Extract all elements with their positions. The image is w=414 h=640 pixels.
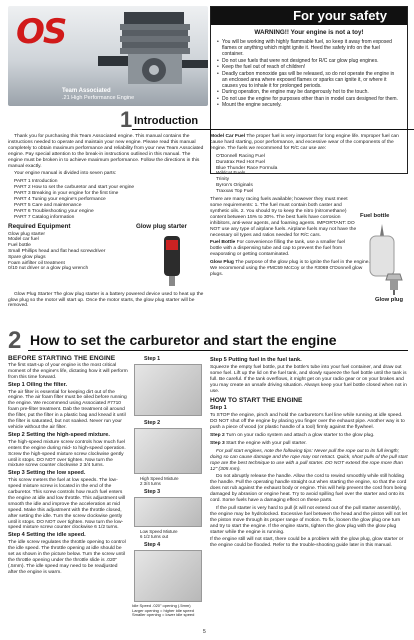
list-item: PART 5 Care and maintenance <box>14 202 82 208</box>
list-item: • Do not use fuels that were not designed for R/C car glow plug engines. <box>217 58 401 64</box>
glow-plug-heading: Glow Plug <box>210 260 234 266</box>
page-number: 5 <box>203 629 206 635</box>
list-item: • During operation, the engine may be dangerously hot to the touch. <box>217 89 401 95</box>
section-title: Introduction <box>134 115 199 127</box>
how-to-start-heading: HOW TO START THE ENGINE <box>210 397 303 405</box>
divider <box>132 129 414 130</box>
intro-left-column <box>8 134 204 311</box>
start-step-2-heading: Step 2 <box>210 432 225 438</box>
rewind-note: Do not abruptly release the handle. Allow the cord to rewind smoothly while still holding the handle. Pull the operating handle straight out when starting the engine, so that the cord does not rub against the exhaust body or engine. This will help prevent the cord from being damaged by abrasion or engine heat. Try to avoid spilling fuel over the starter and onto its cord. Some fuels have a damaging effect on these parts. <box>210 474 407 504</box>
carb-left-column <box>8 356 128 578</box>
list-item: PART 6 Troubleshooting your engine <box>14 208 94 214</box>
high-speed-caption: High Speed Mixture 2 3/4 turns <box>140 476 179 486</box>
list-item: Fuel bottle <box>8 243 31 249</box>
section-title: How to set the carburetor and start the engine <box>30 332 337 348</box>
start-step-1-heading: Step 1 <box>210 405 227 412</box>
step-text: The air filter is essential for keeping dirt out of the engine. The air foam filter must be oiled before running the engine. We recommend using Associated #7710 foam pre-filter treatment. Dab the treatment oil around the filter, put the filter in a plastic bag and knead it until the filter is saturated, but not soaked. Never run your vehicle without the air filter. <box>8 389 127 430</box>
list-item: Byron's Originals <box>216 183 253 189</box>
step-heading: Step 1 Oiling the filter. <box>8 381 68 388</box>
pull-start-note: For pull start engines, note the following tips: Never pull the rope out to its full length; doing so can cause damage and the rope may not retract. Quick, short pulls of the pull start rope are the best technique to use with a pull starter. DO NOT extend the rope more than 12" (305 mm). <box>210 448 408 472</box>
glow-starter-tip: Glow Plug Starter The glow plug starter is a battery powered device used to heat up the glow plug so the motor will start up. Once the motor starts, the glow plug starter will be removed. <box>8 291 204 309</box>
glow-plug-text: The purpose of the glow plug is to ignite the fuel in the engine. We recommend using the #MC59 McCoy or the #3069 O'Donnell glow plugs. <box>210 260 370 277</box>
step-text: This screw meters the fuel at low speeds. The low-speed mixture screw is located in the end of the carburetor. This screw controls how much fuel enters the engine at idle and low throttle. This adjustment will smooth the idle and improve the acceleration at mid speed. Make this adjustment with the throttle closed, after setting the idle. Turn the screw clockwise gently until it stops. DO NOT over tighten. Now turn the low-speed mixture screw counter clockwise 6 1/2 turns. <box>8 478 126 531</box>
no-start-note: If the engine still will not start, there could be a problem with the glow plug, glow starter or the engine could be flooded. Refer to the trouble-shooting guide later in this manual. <box>210 537 404 549</box>
list-item: • Do not use the engine for purposes other than in model cars designed for them. <box>217 96 401 102</box>
safety-warning: WARNING!! Your engine is not a toy! <box>254 29 364 36</box>
step-heading: Step 4 Setting the idle speed. <box>8 532 86 539</box>
figure-label: Step 4 <box>144 542 161 548</box>
start-step-2-text: Turn on your radio system and attach a glow starter to the glow plug. <box>225 432 375 438</box>
list-item: • Mount the engine securely. <box>217 102 401 108</box>
safety-title: For your safety <box>211 7 407 25</box>
divider <box>28 350 408 351</box>
glow-plug-image <box>382 272 406 296</box>
low-speed-caption: Low Speed Mixture 6 1/2 turns out <box>140 529 178 539</box>
step-1-image <box>134 364 202 416</box>
step-text: The high-speed mixture screw controls how much fuel enters the engine during mid- to high-speed operation. Screw the high-speed mixture screw clockwise gently until it stops. DO NOT over tighten. Now turn the mixture screw counter clockwise 2 3/4 turns. <box>8 439 126 469</box>
step5-heading: Step 5 Putting fuel in the fuel tank. <box>210 357 302 363</box>
list-item: • Keep the fuel out of reach of children! <box>217 64 401 70</box>
section-number: 1 <box>120 107 133 132</box>
list-item: • You will be working with highly flammable fuel, so keep it away from exposed flames or anything which might ignite it. Heed the safety info on the fuel container. <box>217 39 401 57</box>
list-item: PART 2 How to set the carburetor and start your engine <box>14 185 135 191</box>
fuel-bottle-image <box>364 222 400 278</box>
before-heading: BEFORE STARTING THE ENGINE <box>8 355 116 362</box>
fuel-bottle-heading: Fuel Bottle <box>210 240 236 246</box>
glow-plug-label: Glow plug <box>375 297 404 303</box>
glow-starter-image <box>148 232 198 288</box>
list-item: PART 7 Catalog information <box>14 214 75 220</box>
glow-starter-label: Glow plug starter <box>136 222 187 230</box>
figure-label: Step 1 <box>144 356 161 362</box>
fuel-bottle-text: For convenience filling the tank, use a smaller fuel bottle with a dispensing tube and cap to prevent the fuel from evaporating or getting contaminated. <box>210 240 346 258</box>
step-4-image <box>134 550 202 602</box>
fuel-text: The proper fuel is very important for long engine life. Improper fuel can cause hard starting, poor performance, and excessive wear of the components of the engine. The fuels we recommend for R/C car use are: <box>210 134 399 151</box>
list-item: Model car fuel <box>8 237 39 243</box>
team-line-2: .21 High Performance Engine <box>62 95 135 101</box>
carb-right-column <box>210 356 408 551</box>
fuel-heading: Model Car Fuel <box>210 134 246 139</box>
step-heading: Step 3 Setting the low speed. <box>8 470 86 477</box>
list-item: PART 3 Breaking in your engine for the first time <box>14 191 119 197</box>
list-item: Blue Thunder Race Formula <box>216 165 278 171</box>
list-item: Spare glow plugs <box>8 254 46 260</box>
before-text: The first start-up of your engine is the most critical moment of the engine's life, dictating how it will perform from this time forward. <box>8 362 128 380</box>
list-item: Duratrax Red Hot Fuel <box>216 159 265 165</box>
idle-speed-caption: Idle Speed .020" opening (.5mm) Larger opening = higher idle speed Smaller opening = lower idle speed <box>132 603 195 618</box>
required-heading: Required Equipment <box>8 222 71 230</box>
list-item: O'Donnell Racing Fuel <box>216 153 265 159</box>
list-item: Glow plug starter <box>8 231 45 237</box>
list-item: 0/10 nut driver or a glow plug wrench <box>8 266 89 272</box>
parts-list <box>8 179 204 220</box>
list-item: • Deadly carbon monoxide gas will be released, so do not operate the engine in an enclosed area where exposed flames or sparks can ignite it, or where it causes you to inhale it for prolonged periods. <box>217 71 401 89</box>
engine-hero-banner <box>8 6 208 106</box>
start-step-3-text: Start the engine with your pull starter. <box>226 440 307 446</box>
step-3-image <box>134 497 202 527</box>
intro-paragraph: Thank you for purchasing this Team Associated engine. This manual contains the instructions needed to operate and maintain your new engine. Please read this manual completely to obtain maximum performance and reliability from your new Team Associated engine. Pay special attention to the break-in instructions outlined in this manual. The engine must be broken in to achieve maximum performance. Follow the directions in this manual exactly. <box>8 134 204 169</box>
fuel-list <box>210 154 408 195</box>
parts-intro: Your engine manual is divided into seven parts: <box>14 171 117 177</box>
fuel-bottle-label: Fuel bottle <box>360 213 390 219</box>
figure-label: Step 2 <box>144 420 161 426</box>
safety-list <box>211 39 407 108</box>
carb-figures <box>130 356 206 628</box>
step-text: The idle screw regulates the throttle opening to control the idle speed. The throttle opening at idle should be set as shown in the picture below. Turn the screw until the throttle opening under the throttle slide is .020" (.5mm). The idle speed may need to be readjusted after the engine is warm. <box>8 540 126 575</box>
list-item: Foam airfilter oil treatment <box>8 260 65 266</box>
figure-label: Step 3 <box>144 489 161 495</box>
team-caption <box>62 88 134 102</box>
list-item: Small Phillips head and flat head screwdriver <box>8 248 106 254</box>
list-item: Trinity <box>216 177 230 183</box>
start-step-3-heading: Step 3 <box>210 440 225 446</box>
brand-logo: OS <box>16 12 66 52</box>
step-heading: Step 2 Setting the high-speed mixture. <box>8 431 110 438</box>
section-1-heading <box>8 109 208 131</box>
step5-text: Squeeze the empty fuel bottle, put the bottle's tube into your fuel container, and draw out some fuel. Lift up the lid on the fuel tank, and slowly squeeze the fuel bottle until the tank is full. Be careful. If the tank overflows, it might get on your radio gear or on your brakes and you may create an unsafe driving situation. Always keep your fuel bottle closed when not in use. <box>210 364 407 394</box>
start-step-1-text: To STOP the engine, pinch and hold the carburetor's fuel line while running at idle speed. DO NOT shut off the engine by placing you finger over the exhaust pipe. Another way is to push a piece of wood (or plastic handle of a tool) firmly against the flywheel. <box>210 413 405 431</box>
section-number: 2 <box>8 327 22 354</box>
team-line-1: Team Associated <box>62 88 111 94</box>
list-item: PART 4 Tuning your engine's performance <box>14 197 106 203</box>
hydrolock-note: If the pull starter is very hard to pull (it will not extend out of the pull starter assembly), the engine may be hydrolocked. Excessive fuel between the head and the piston will not let the piston move through its proper range of motion. To fix, loosen the glow plug one turn and try to start the engine. If the engine starts, tighten the glow plug with the glow plug starter while the engine is running. <box>210 505 408 535</box>
step-2-image <box>134 428 202 474</box>
list-item: Wildcat Fuels <box>216 171 246 177</box>
fuel-requirements: There are many racing fuels available; however they must meet some requirements: 1. The fuel must contain both caster and synthetic oils. 2. You should try to keep the nitro (nitromethane) content between 15% to 30%. The best fuels have corrosion inhibitors, anti-wear agents, and foaming agents. IMPORTANT: DO NOT use any type of airplane fuels. Airplane fuels may not have the necessary oil types and ratios needed for R/C cars. <box>210 197 357 238</box>
list-item: PART 1 Introduction <box>14 179 58 185</box>
list-item: Traxxas Top Fuel <box>216 189 254 195</box>
section-2-heading <box>8 327 408 354</box>
